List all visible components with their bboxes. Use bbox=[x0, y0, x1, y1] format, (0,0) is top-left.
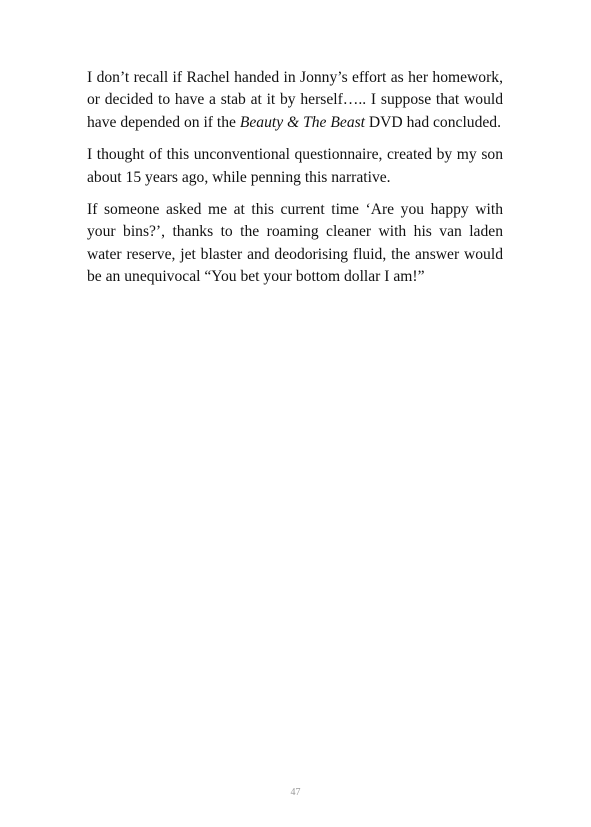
film-title: Beauty & The Beast bbox=[239, 113, 366, 131]
paragraph-1 bbox=[87, 67, 503, 134]
body-text bbox=[87, 67, 503, 299]
paragraph-3: If someone asked me at this current time ‘Are you happy with your bins?’, thanks to the roaming cleaner with his van laden water reserve, jet blaster and deodorising fluid, the answer would be an unequivocal “You bet your bottom dollar I am!” bbox=[87, 201, 503, 286]
page-number: 47 bbox=[290, 787, 301, 798]
paragraph-1-text-after-title: DVD had concluded. bbox=[365, 113, 501, 131]
paragraph-2: I thought of this unconventional questionnaire, created by my son about 15 years ago, while penning this narrative. bbox=[87, 146, 503, 186]
paragraph-1-text-before-title: I don’t recall if Rachel handed in Jonny’s effort as her homework, or decided to have a stab at it by herself….. I suppose that would have depended on if the bbox=[87, 69, 503, 131]
